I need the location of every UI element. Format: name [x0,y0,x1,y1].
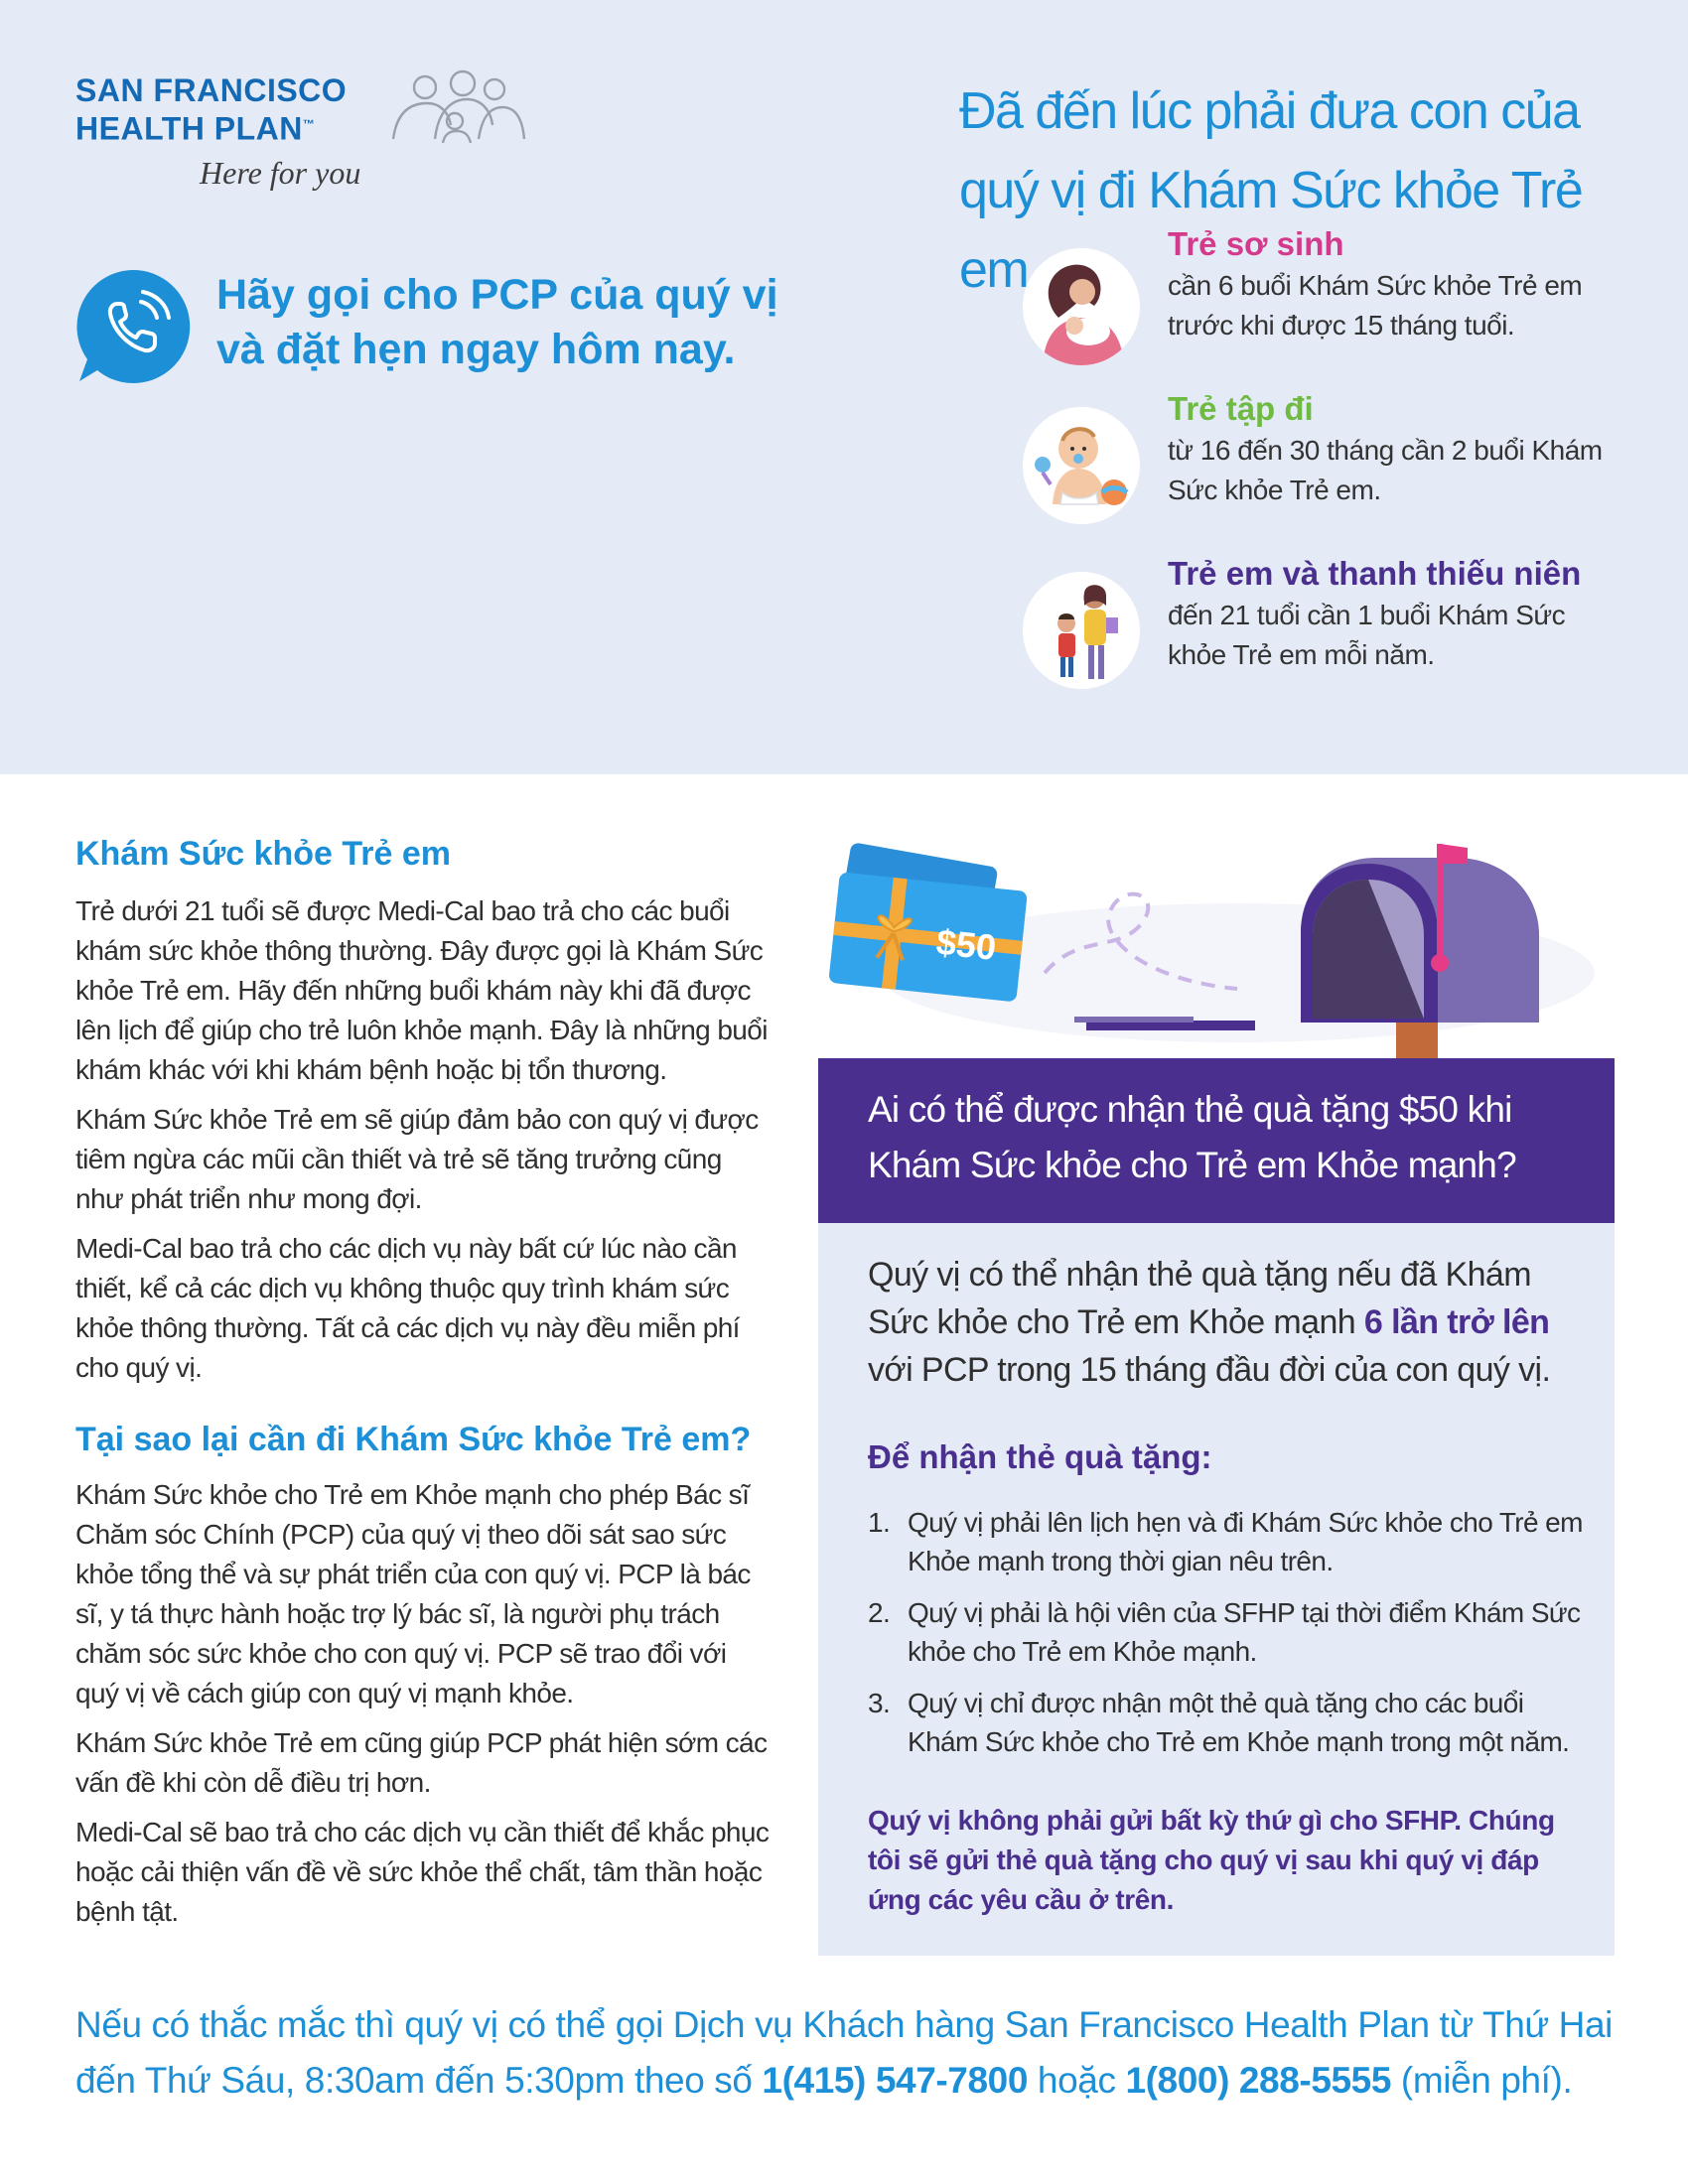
section2-paragraph-1: Khám Sức khỏe cho Trẻ em Khỏe mạnh cho phép Bác sĩ Chăm sóc Chính (PCP) của quý vị theo dõi sát sao sức khỏe tổng thể và sự phát triển của con quý vị. PCP là bác sĩ, y tá thực hành hoặc trợ lý bác sĩ, là người phụ trách chăm sóc sức khỏe cho con quý vị. PCP sẽ trao đổi với quý vị về cách giúp con quý vị mạnh khỏe. [75,1479,751,1708]
toddler-avatar-icon [1023,407,1140,524]
call-to-action-text [216,268,812,377]
title-line-1: Đã đến lúc phải đưa con của [959,82,1580,140]
list-item: 1. Quý vị phải lên lịch hẹn và đi Khám Sức khỏe cho Trẻ em Khỏe mạnh trong thời gian nêu trên. [868,1507,1583,1576]
newborn-avatar-icon [1023,248,1140,365]
family-logo-icon [383,69,532,149]
header-band [0,0,1688,774]
section-heading-why: Tại sao lại cần đi Khám Sức khỏe Trẻ em? [75,1421,752,1458]
age-desc-toddler: từ 16 đến 30 tháng cần 2 buổi Khám Sức khỏe Trẻ em. [1168,435,1603,505]
gift-visit-count-highlight: 6 lần trở lên [1363,1303,1550,1341]
teen-avatar-icon [1023,572,1140,689]
call-pcp-block [75,268,790,397]
list-item: 2. Quý vị phải là hội viên của SFHP tại thời điểm Khám Sức khỏe cho Trẻ em Khỏe mạnh. [868,1597,1581,1667]
gift-card-front [828,872,1028,1002]
section-heading-checkups: Khám Sức khỏe Trẻ em [75,835,451,873]
gift-eligibility-text: Quý vị có thể nhận thẻ quà tặng nếu đã Khám Sức khỏe cho Trẻ em Khỏe mạnh 6 lần trở lên với PCP trong 15 tháng đầu đời của con quý vị. [868,1256,1551,1389]
gift-question-banner [818,1058,1615,1223]
gift-card-amount: $50 [934,920,999,968]
phone-number-local: 1(415) 547-7800 [762,2060,1029,2101]
call-line-1: Hãy gọi cho PCP của quý vị [216,271,778,319]
age-group-teen [1023,554,1658,703]
section1-paragraph-3: Medi-Cal bao trả cho các dịch vụ này bất cứ lúc nào cần thiết, kể cả các dịch vụ không thuộc quy trình khám sức khỏe thông thường. Tất cả các dịch vụ này đều miễn phí cho quý vị. [75,1233,740,1383]
sfhp-logo [75,73,542,203]
logo-line-1: SAN FRANCISCO [75,72,348,108]
title-line-2: quý vị đi Khám Sức khỏe Trẻ em [959,162,1583,299]
section1-paragraph-1: Trẻ dưới 21 tuổi sẽ được Medi-Cal bao trả cho các buổi khám sức khỏe thông thường. Đây được gọi là Khám Sức khỏe Trẻ em. Hãy đến những buổi khám này khi đã được lên lịch để giúp cho trẻ luôn khỏe mạnh. Đây là những buổi khám khác với khi khám bệnh hoặc bị tổn thương. [75,895,768,1085]
footer-contact-text: Nếu có thắc mắc thì quý vị có thể gọi Dịch vụ Khách hàng San Francisco Health Plan từ Thứ Hai đến Thứ Sáu, 8:30am đến 5:30pm theo số 1(415) 547-7800 hoặc 1(800) 288-5555 (miễn phí). [75,2004,1613,2101]
gift-steps-heading: Để nhận thẻ quà tặng: [868,1438,1212,1475]
age-desc-newborn: cần 6 buổi Khám Sức khỏe Trẻ em trước khi được 15 tháng tuổi. [1168,270,1583,341]
gift-steps-list [868,1503,1583,1774]
gift-card-mailbox-illustration [820,824,1615,1058]
phone-number-tollfree: 1(800) 288-5555 [1125,2060,1392,2101]
gift-card-details-box [818,1223,1615,1956]
age-title-newborn: Trẻ sơ sinh [1168,225,1344,262]
gift-question-text: Ai có thể được nhận thẻ quà tặng $50 khi Khám Sức khỏe cho Trẻ em Khỏe mạnh? [868,1089,1516,1185]
list-item: 3. Quý vị chỉ được nhận một thẻ quà tặng cho các buổi Khám Sức khỏe cho Trẻ em Khỏe mạnh trong một năm. [868,1688,1570,1757]
phone-call-icon [75,268,193,385]
section2-paragraph-3: Medi-Cal sẽ bao trả cho các dịch vụ cần thiết để khắc phục hoặc cải thiện vấn đề về sức khỏe thể chất, tâm thần hoặc bệnh tật. [75,1817,770,1927]
age-group-newborn [1023,224,1658,373]
logo-line-2: HEALTH PLAN™ [75,110,316,147]
age-title-teen: Trẻ em và thanh thiếu niên [1168,555,1582,592]
call-line-2: và đặt hẹn ngay hôm nay. [216,326,736,373]
section1-paragraph-2: Khám Sức khỏe Trẻ em sẽ giúp đảm bảo con quý vị được tiêm ngừa các mũi cần thiết và trẻ sẽ tăng trưởng cũng như phát triển như mong đợi. [75,1104,759,1214]
age-desc-teen: đến 21 tuổi cần 1 buổi Khám Sức khỏe Trẻ em mỗi năm. [1168,600,1566,670]
section2-paragraph-2: Khám Sức khỏe Trẻ em cũng giúp PCP phát hiện sớm các vấn đề khi còn dễ điều trị hơn. [75,1727,768,1798]
logo-tagline: Here for you [200,155,361,191]
age-title-toddler: Trẻ tập đi [1168,390,1314,427]
age-group-toddler [1023,389,1658,538]
gift-delivery-note: Quý vị không phải gửi bất kỳ thứ gì cho SFHP. Chúng tôi sẽ gửi thẻ quà tặng cho quý vị sau khi quý vị đáp ứng các yêu cầu ở trên. [868,1805,1555,1915]
